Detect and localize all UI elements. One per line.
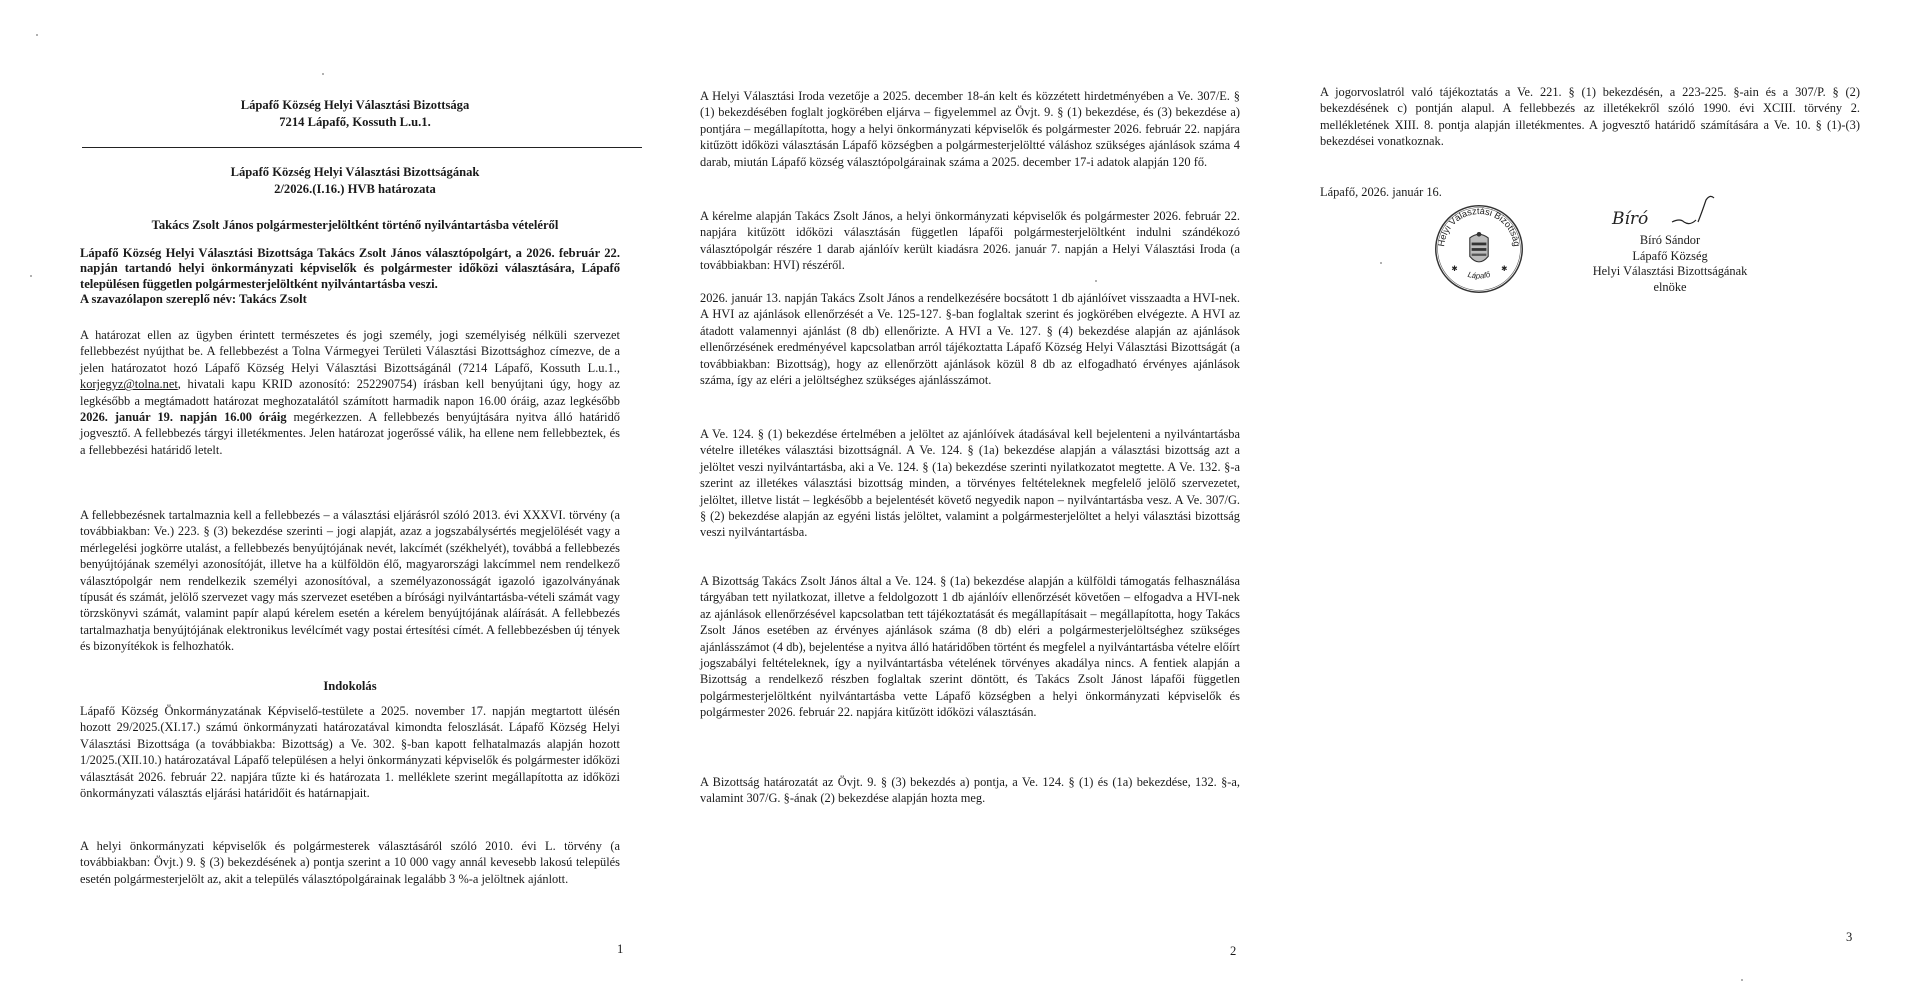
- star-icon: ✱: [1451, 264, 1458, 274]
- signatory-block: [1580, 233, 1760, 295]
- star-icon: ✱: [1501, 264, 1508, 274]
- letterhead-address: 7214 Lápafő, Kossuth L.u.1.: [279, 114, 431, 129]
- resolution-subject: Takács Zsolt János polgármesterjelöltként történő nyilvántartásba vételéről: [151, 218, 559, 232]
- reasons-paragraph-3: A Helyi Választási Iroda vezetője a 2025. december 18-án kelt és közzétett hirdetményében a Ve. 307/E. § (1) bekezdésében foglalt jogkörében eljárva – figyelemmel az Övjt. 9. § (1) bekezdése, és (3) bekezdése a) pontjára – megállapította, hogy a helyi önkormányzati képviselők és polgármester 2026. február 22. napjára kitűzött időközi választásán Lápafő községben a polgármesterjelöltté váláshoz szükséges ajánlások száma 4 darab, miután Lápafő község választópolgárainak száma a 2025. december 17-i adatok alapján 120 fő.: [700, 89, 1240, 169]
- header-divider: [82, 147, 642, 148]
- scan-speck: [1741, 979, 1743, 981]
- reasons-heading: Indokolás: [323, 679, 377, 693]
- resolution-number: 2/2026.(I.16.) HVB határozata: [274, 181, 436, 196]
- appeal-content-paragraph: A fellebbezésnek tartalmaznia kell a fellebbezés – a választási eljárásról szóló 2013. évi XXXVI. törvény (a továbbiakban: Ve.) 223. § (3) bekezdése szerinti – jogi alapját, azaz a jogszabálysértés megjelölését vagy a mérlegelési jogkörre utalást, a fellebbezés benyújtójának nevét, lakcímét (székhelyét), továbbá a fellebbezés benyújtójának személyi azonosítóját, illetve ha a külföldön élő, magyarországi lakcímmel nem rendelkező választópolgár nem rendelkezik személyi azonosítóval, a személyazonosságát igazoló igazolványának típusát és számát, jelölő szervezet vagy más szervezet esetében a bírósági nyilvántartásba-vételi számát vagy törzskönyvi számát, valamint papír alapú kérelem esetén a kérelem benyújtójának aláírását. A fellebbezés tartalmazhatja benyújtójának elektronikus levélcímét vagy postai értesítési címét. A fellebbezésben új tények és bizonyítékok is felhozhatók.: [80, 508, 620, 654]
- appeal-text-2: , hivatali kapu KRID azonosító: 252290754) írásban kell benyújtani úgy, hogy az legkésőbb a megtámadott határozat meghozatalától számított harmadik napon 16.00 óráig, azaz legkésőbb: [80, 377, 620, 408]
- resolution-title: [90, 164, 620, 197]
- legal-remedy-paragraph: A jogorvoslatról való tájékoztatás a Ve. 221. § (1) bekezdésén, a 223-225. §-ain és a 307/P. § (2) bekezdésének c) pontján alapul. A fellebbezés az illetékekről szóló 1990. évi XCIII. törvény 2. mellékletének XIII. 8. pontja alapján illetékmentes. A jogvesztő határidő számítására a Ve. 10. § (1)-(3) bekezdései vonatkoznak.: [1320, 85, 1860, 149]
- place-and-date: Lápafő, 2026. január 16.: [1320, 185, 1442, 199]
- signatory-role: elnöke: [1653, 279, 1687, 294]
- scan-speck: [36, 34, 38, 36]
- signatory-org-1: Lápafő Község: [1632, 248, 1708, 263]
- letterhead: [90, 97, 620, 130]
- svg-text:Bíró: Bíró: [1612, 209, 1649, 229]
- operative-part: [80, 246, 620, 308]
- letterhead-org-name: Lápafő Község Helyi Választási Bizottsága: [240, 98, 470, 112]
- appeal-text-3: megérkezzen. A fellebbezés benyújtására nyitva álló határidő jogvesztő. A fellebbezés tárgyi illetékmentes. Jelen határozat jogerőssé válik, ha ellene nem fellebbeztek, és a fellebbezési határidő letelt.: [80, 410, 620, 457]
- coat-of-arms-icon: [1470, 232, 1488, 262]
- handwritten-signature: [1610, 192, 1730, 232]
- stamp-bottom-text: Lápafő: [1466, 269, 1492, 281]
- reasons-paragraph-4: A kérelme alapján Takács Zsolt János, a helyi önkormányzati képviselők és polgármester 2026. február 22. napjára kitűzött időközi választásán független lápafői polgármesterjelöltként indulni szándékozó választópolgár részére 1 darab ajánlóív került kiadásra 2026. január 7. napján a Helyi Választási Iroda (a továbbiakban: HVI) részéről.: [700, 209, 1240, 273]
- page-number-3: 3: [1846, 930, 1853, 944]
- reasons-paragraph-6: A Ve. 124. § (1) bekezdése értelmében a jelöltet az ajánlóívek átadásával kell bejelenteni a nyilvántartásba vételre illetékes választási bizottságnál. A Ve. 124. § (1a) bekezdése alapján a választási bizottság azt a jelöltet veszi nyilvántartásba, aki a Ve. 124. § (1a) bekezdése szerinti nyilatkozatot megtette. A Ve. 132. §-a szerint az illetékes választási bizottság minden, a törvényes feltételeknek megfelelő jelölő szervezetet, jelöltet, illetve listát – legkésőbb a bejelentését követő negyedik napon – nyilvántartásba vesz. A Ve. 307/G. § (2) bekezdése alapján az egyéni listás jelöltet, valamint a polgármesterjelöltet a helyi választási bizottság veszi nyilvántartásba.: [700, 427, 1240, 540]
- signatory-org-2: Helyi Választási Bizottságának: [1592, 264, 1748, 279]
- document-page-3: [1280, 0, 1920, 990]
- email-link[interactable]: korjegyz@tolna.net: [80, 377, 178, 392]
- scan-speck: [1380, 262, 1382, 264]
- official-stamp: [1433, 203, 1525, 295]
- appeal-deadline: 2026. január 19. napján 16.00 óráig: [80, 410, 287, 425]
- resolution-title-line-1: Lápafő Község Helyi Választási Bizottságának: [230, 165, 480, 179]
- document-page-2: [660, 0, 1280, 990]
- reasons-paragraph-1: Lápafő Község Önkormányzatának Képviselő-testülete a 2025. november 17. napján megtartott ülésén hozott 29/2025.(XI.17.) számú önkormányzati határozatával kimondta feloszlását. Lápafő Község Helyi Választási Bizottsága (a továbbiakba: Bizottság) a Ve. 302. §-ban kapott felhatalmazás alapján hozott 1/2025.(XII.10.) határozatával Lápafő településen a helyi önkormányzati képviselők és polgármester időközi választását 2026. február 22. napjára tűzte ki és határozata 1. melléklete szerint megállapította az időközi önkormányzati választás eljárási határidőit és határnapjait.: [80, 704, 620, 801]
- scan-speck: [30, 275, 32, 277]
- scan-speck: [322, 73, 324, 75]
- scan-speck: [1095, 280, 1097, 282]
- document-page-1: [0, 0, 660, 990]
- ballot-name: A szavazólapon szereplő név: Takács Zsolt: [80, 292, 307, 307]
- reasons-paragraph-8: A Bizottság határozatát az Övjt. 9. § (3) bekezdés a) pontja, a Ve. 124. § (1) és (1a) bekezdése, 132. §-a, valamint 307/G. §-ának (2) bekezdése alapján hozta meg.: [700, 775, 1240, 806]
- page-number-2: 2: [1230, 944, 1237, 958]
- reasons-paragraph-5: 2026. január 13. napján Takács Zsolt János a rendelkezésére bocsátott 1 db ajánlóívet visszaadta a HVI-nek. A HVI az ajánlások ellenőrzését a Ve. 125-127. §-ban foglaltak szerint és jogkörében elvégezte. A HVI az átadott valamennyi ajánlást (8 db) ellenőrizte. A HVI a Ve. 127. § (4) bekezdése alapján az ajánlások ellenőrzésének eredményével kapcsolatban arról tájékoztatta Lápafő Község Helyi Választási Bizottságát (a továbbiakban: Bizottság), hogy az ellenőrzött ajánlások közül 8 db az elfogadható érvényes ajánlások száma, így az eléri a jelöltséghez szükséges ajánlásszámot.: [700, 291, 1240, 388]
- appeal-text-1: A határozat ellen az ügyben érintett természetes és jogi személy, jogi személyiség nélküli szervezet fellebbezést nyújthat be. A fellebbezést a Tolna Vármegyei Területi Választási Bizottsághoz címezve, de a jelen határozatot hozó Lápafő Község Helyi Választási Bizottságánál (7214 Lápafő, Kossuth L.u.1.,: [80, 328, 620, 375]
- appeal-paragraph: [80, 327, 620, 458]
- reasons-paragraph-2: A helyi önkormányzati képviselők és polgármesterek választásáról szóló 2010. évi L. törvény (a továbbiakban: Övjt.) 9. § (3) bekezdésének a) pontja szerint a 10 000 vagy annál kevesebb lakosú település esetén polgármesterjelölt az, akit a település választópolgárainak legalább 3 %-a jelöltnek ajánlott.: [80, 839, 620, 886]
- operative-text: Lápafő Község Helyi Választási Bizottsága Takács Zsolt János választópolgárt, a 2026. február 22. napján tartandó helyi önkormányzati képviselők és polgármester időközi választására, Lápafő településen független polgármesterjelöltként nyilvántartásba veszi.: [80, 246, 620, 291]
- signatory-name: Bíró Sándor: [1639, 233, 1701, 247]
- reasons-paragraph-7: A Bizottság Takács Zsolt János által a Ve. 124. § (1a) bekezdése alapján a külföldi támogatás felhasználása tárgyában tett nyilatkozat, illetve a feldolgozott 1 db ajánlóív ellenőrzését követően – elfogadva a HVI-nek az ajánlások ellenőrzésével kapcsolatban tett tájékoztatását és megállapításait – megállapította, hogy Takács Zsolt János esetében az érvényes ajánlások száma (8 db) eléri a polgármesterjelöltséghez szükséges ajánlásszámot (4 db), bejelentése a nyitva álló határidőben történt és megfelel a nyilvántartásba vételre előírt jogszabályi feltételeknek, így a nyilvántartásba vételének törvényes akadálya nincs. A fentiek alapján a Bizottság a rendelkező részben foglaltak szerint döntött, és Takács Zsolt Jánost lápafői független polgármesterjelöltként nyilvántartásba vette Lápafő községben a helyi önkormányzati képviselők és polgármester 2026. február 22. napjára kitűzött időközi választásán.: [700, 574, 1240, 720]
- page-number-1: 1: [617, 942, 624, 956]
- stamp-ring-text: Helyi Választási Bizottság: [1436, 205, 1522, 248]
